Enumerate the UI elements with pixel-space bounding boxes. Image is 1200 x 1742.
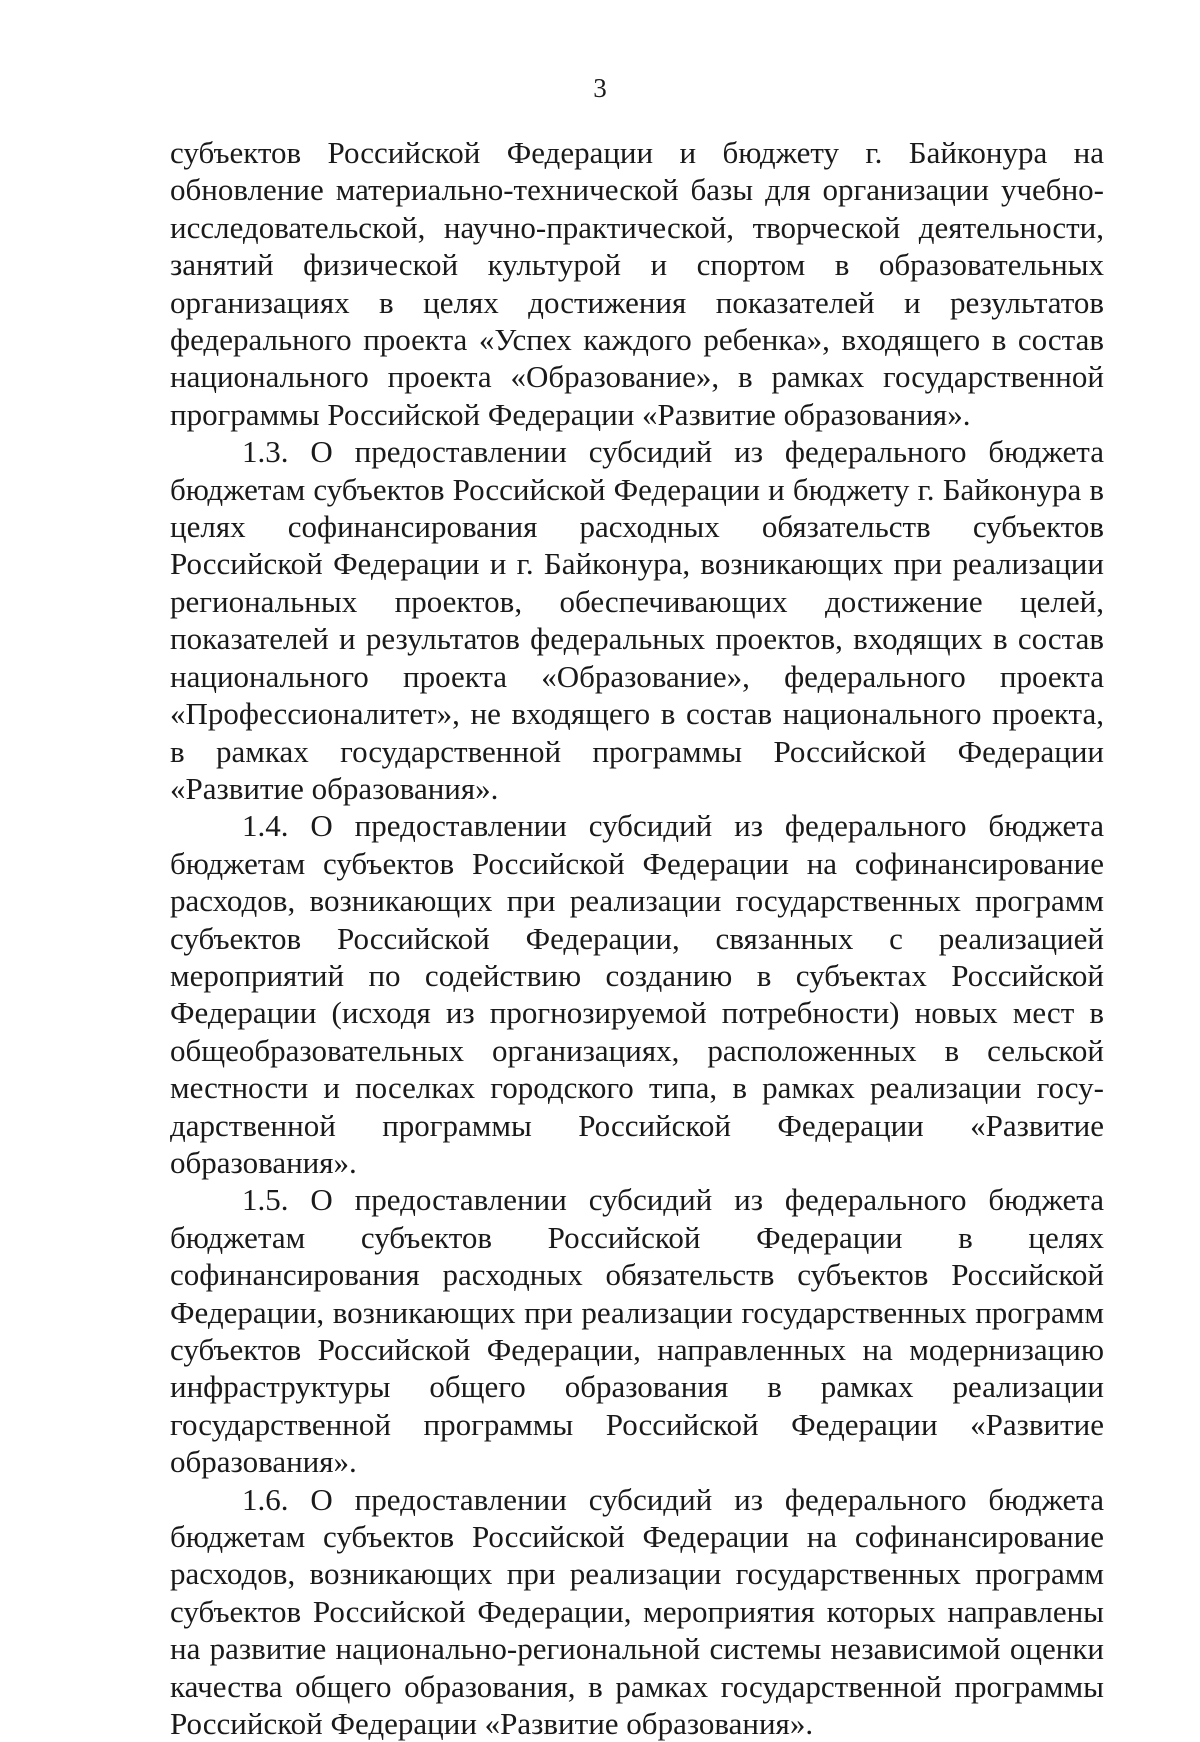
paragraph-1-4: 1.4. О предоставлении субсидий из федерального бюджета бюджетам субъектов Российской Федерации на софинансирование расходов, возникающих при реализации государственных программ субъектов Российской Федерации, связанных с реализацией мероприятий по содействию созданию в субъектах Российской Федерации (исходя из прогнозируемой потребности) новых мест в общеобразовательных организациях, расположенных в сельской местности и поселках городского типа, в рамках реализации государственной программы Российской Федерации «Развитие образования».: [170, 808, 1104, 1180]
paragraph-1-3: 1.3. О предоставлении субсидий из федерального бюджета бюджетам субъектов Российской Федерации и бюджету г. Байконура в целях софинансирования расходных обязательств субъектов Российской Федерации и г. Байконура, возникающих при реализации региональных проектов, обеспечивающих достижение целей, показателей и результатов федеральных проектов, входящих в состав национального проекта «Образование», федерального проекта «Профессионалитет», не входящего в состав национального проекта, в рамках государственной программы Российской Федерации «Развитие образования».: [170, 434, 1104, 806]
paragraph-1-6: 1.6. О предоставлении субсидий из федерального бюджета бюджетам субъектов Российской Федерации на софинансирование расходов, возникающих при реализации государственных программ субъектов Российской Федерации, мероприятия которых направлены на развитие национально-региональной системы независимой оценки качества общего образования, в рамках государственной программы Российской Федерации «Развитие образования».: [170, 1481, 1104, 1742]
page-number: 3: [593, 73, 607, 103]
paragraph-continuation: субъектов Российской Федерации и бюджету г. Байконура на обновление материально-технической базы для организации учебно-исследовательской, научно-практической, творческой деятельности, занятий физической культурой и спортом в образовательных организациях в целях достижения показателей и результатов федерального проекта «Успех каждого ребенка», входящего в состав национального проекта «Образование», в рамках государственной программы Российской Федерации «Развитие образования».: [170, 135, 1104, 432]
document-body: [170, 134, 1104, 1742]
paragraph-1-5: 1.5. О предоставлении субсидий из федерального бюджета бюджетам субъектов Российской Федерации в целях софинансирования расходных обязательств субъектов Российской Федерации, возникающих при реализации государственных программ субъектов Российской Федерации, направленных на модернизацию инфраструктуры общего образования в рамках реализации государственной программы Российской Федерации «Развитие образования».: [170, 1182, 1104, 1480]
